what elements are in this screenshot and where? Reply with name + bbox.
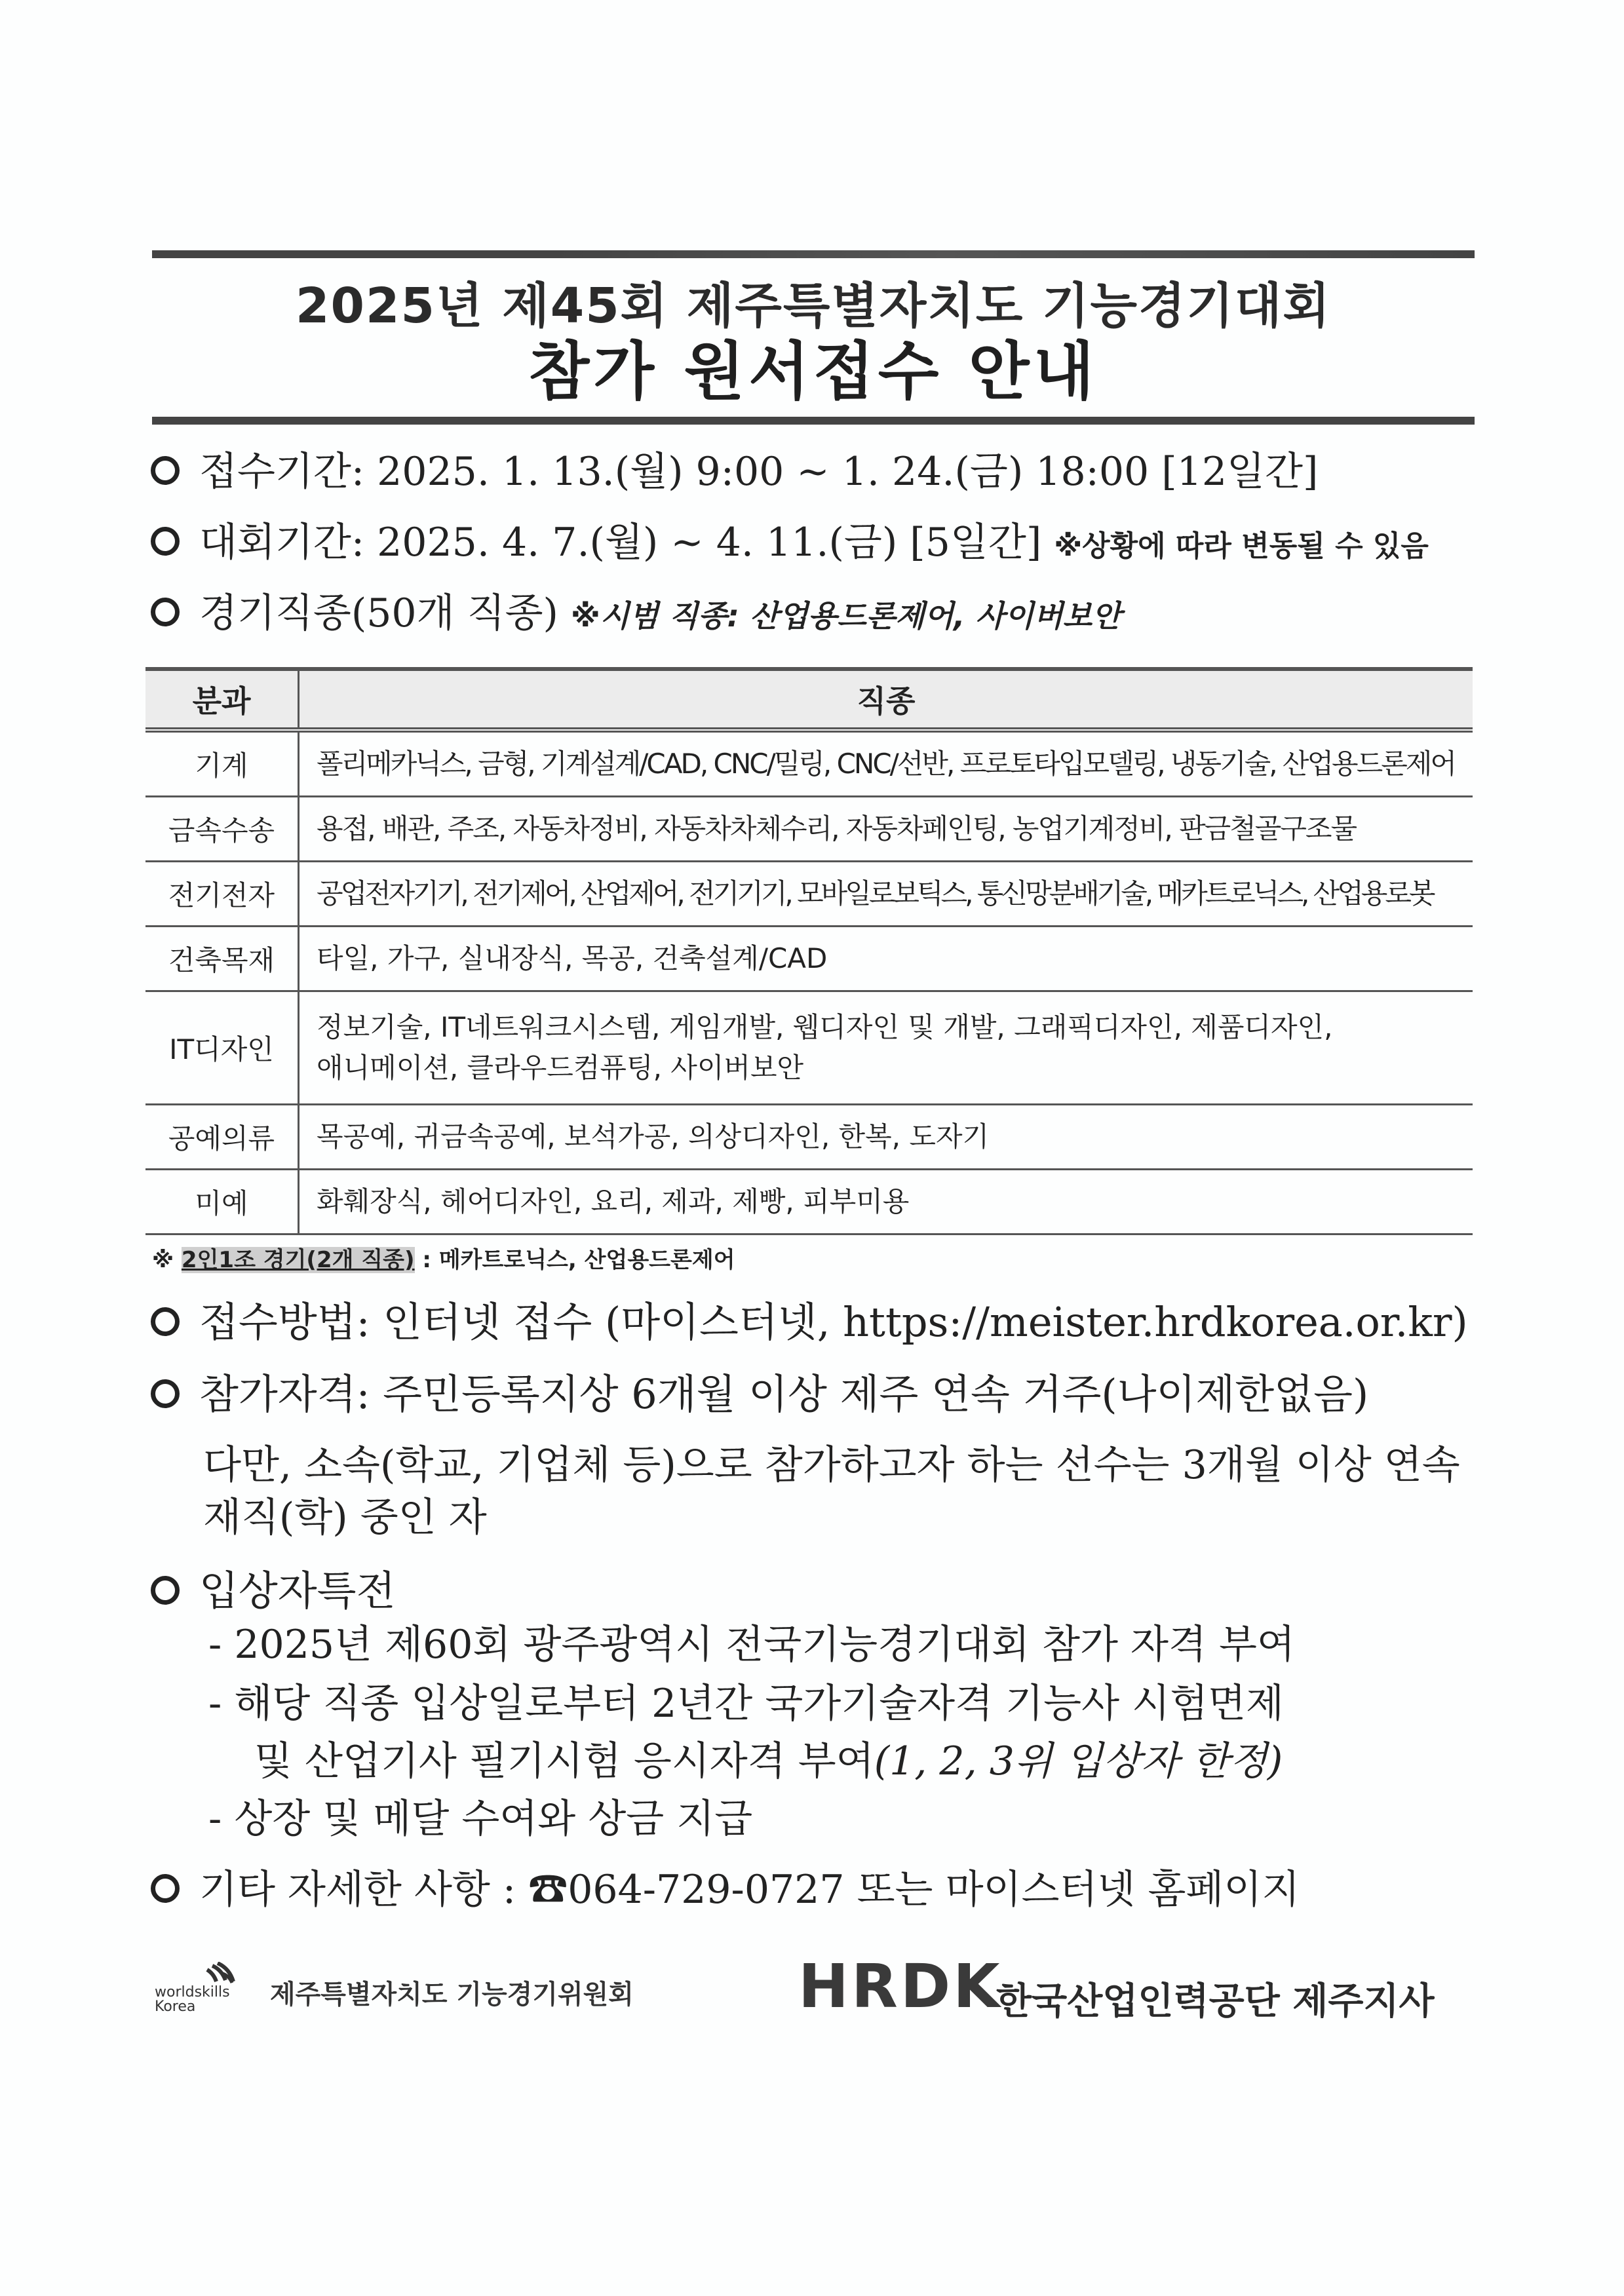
eligibility [151, 1362, 1368, 1420]
benefit-item-3: - 상장 및 메달 수여와 상금 지급 [208, 1796, 753, 1842]
circle-bullet-icon [151, 527, 180, 556]
table-row [145, 927, 1473, 991]
competition-note: ※상황에 따라 변동될 수 있음 [1054, 529, 1429, 563]
table-row [145, 991, 1473, 1105]
hrdk-logo: HRDK [798, 1951, 1003, 2021]
jobs-cell-line-1: 정보기술, IT네트워크시스템, 게임개발, 웹디자인 및 개발, 그래픽디자인, 제품디자인, [317, 1011, 1333, 1043]
circle-bullet-icon [151, 1576, 180, 1605]
table-row [145, 1105, 1473, 1170]
jobs-cell: 용접, 배관, 주조, 자동차정비, 자동차차체수리, 자동차페인팅, 농업기계정비, 판금철골구조물 [299, 797, 1473, 862]
note-label: 2인1조 경기(2개 직종) [181, 1247, 415, 1273]
application-method [151, 1290, 1468, 1348]
event-count [151, 582, 1121, 638]
team-event-note [152, 1242, 735, 1274]
worldskills-wordmark [155, 1985, 230, 2014]
competition-period-text: 대회기간: 2025. 4. 7.(월) ~ 4. 11.(금) [5일간] [199, 520, 1042, 565]
category-cell: 전기전자 [145, 862, 299, 927]
note-mark: ※ [152, 1247, 174, 1273]
jobs-cell [299, 991, 1473, 1105]
circle-bullet-icon [151, 598, 180, 626]
circle-bullet-icon [151, 456, 180, 485]
eligibility-line-2: 다만, 소속(학교, 기업체 등)으로 참가하고자 하는 선수는 3개월 이상 연속 [203, 1442, 1460, 1488]
reception-period [151, 440, 1318, 497]
eligibility-line-3: 재직(학) 중인 자 [203, 1495, 487, 1540]
table-row [145, 797, 1473, 862]
benefits-heading [151, 1558, 395, 1617]
title-line-1: 2025년 제45회 제주특별자치도 기능경기대회 [296, 278, 1331, 334]
table-row [145, 1170, 1473, 1234]
reception-period-text: 접수기간: 2025. 1. 13.(월) 9:00 ~ 1. 24.(금) 18:00 [12일간] [199, 449, 1319, 495]
benefits-heading-text: 입상자특전 [199, 1567, 396, 1615]
event-table [145, 667, 1473, 1235]
table-row [145, 862, 1473, 927]
title-block [152, 250, 1475, 425]
circle-bullet-icon [151, 1379, 180, 1408]
jobs-cell: 폴리메카닉스, 금형, 기계설계/CAD, CNC/밀링, CNC/선반, 프로토타입모델링, 냉동기술, 산업용드론제어 [299, 730, 1473, 797]
title-bottom-rule [152, 417, 1475, 425]
category-cell: 공예의류 [145, 1105, 299, 1170]
benefit-item-2-limit: (1, 2, 3위 입상자 한정) [874, 1738, 1283, 1784]
title-top-rule [152, 250, 1475, 258]
hrdk-jeju-branch-name: 한국산업인력공단 제주지사 [996, 1980, 1435, 2023]
jobs-cell: 타일, 가구, 실내장식, 목공, 건축설계/CAD [299, 927, 1473, 991]
competition-period [151, 511, 1429, 567]
jobs-cell: 목공예, 귀금속공예, 보석가공, 의상디자인, 한복, 도자기 [299, 1105, 1473, 1170]
event-count-text: 경기직종(50개 직종) [199, 590, 558, 636]
contact-line [151, 1858, 1300, 1915]
table-header-row [145, 669, 1473, 730]
eligibility-line-1: 참가자격: 주민등록지상 6개월 이상 제주 연속 거주(나이제한없음) [199, 1370, 1369, 1418]
header-jobs: 직종 [299, 669, 1473, 730]
benefit-item-1: - 2025년 제60회 광주광역시 전국기능경기대회 참가 자격 부여 [208, 1622, 1295, 1668]
category-cell: 기계 [145, 730, 299, 797]
demo-events-note: ※시범 직종: 산업용드론제어, 사이버보안 [571, 598, 1121, 634]
circle-bullet-icon [151, 1874, 180, 1903]
jeju-committee-name: 제주특별자치도 기능경기위원회 [270, 1980, 634, 2010]
contact-text: 기타 자세한 사항 : ☎064-729-0727 또는 마이스터넷 홈페이지 [199, 1867, 1300, 1913]
category-cell: IT디자인 [145, 991, 299, 1105]
category-cell: 금속수송 [145, 797, 299, 862]
benefit-item-2-text: 및 산업기사 필기시험 응시자격 부여 [254, 1738, 874, 1784]
benefit-item-2: - 해당 직종 입상일로부터 2년간 국가기술자격 기능사 시험면제 [208, 1681, 1284, 1727]
table-row [145, 730, 1473, 797]
worldskills-text: worldskills [155, 1984, 230, 2000]
category-cell: 건축목재 [145, 927, 299, 991]
korea-text: Korea [155, 1999, 196, 2015]
jobs-cell: 화훼장식, 헤어디자인, 요리, 제과, 제빵, 피부미용 [299, 1170, 1473, 1234]
category-cell: 미예 [145, 1170, 299, 1234]
title-line-2: 참가 원서접수 안내 [528, 335, 1098, 408]
header-category: 분과 [145, 669, 299, 730]
note-text: : 메카트로닉스, 산업용드론제어 [422, 1247, 735, 1273]
jobs-cell: 공업전자기기, 전기제어, 산업제어, 전기기기, 모바일로보틱스, 통신망분배기술, 메카트로닉스, 산업용로봇 [299, 862, 1473, 927]
application-method-text: 접수방법: 인터넷 접수 (마이스터넷, https://meister.hrdkorea.or.kr) [199, 1298, 1468, 1346]
circle-bullet-icon [151, 1307, 180, 1336]
benefit-item-2-cont [254, 1730, 1283, 1786]
jobs-cell-line-2: 애니메이션, 클라우드컴퓨팅, 사이버보안 [317, 1052, 804, 1084]
